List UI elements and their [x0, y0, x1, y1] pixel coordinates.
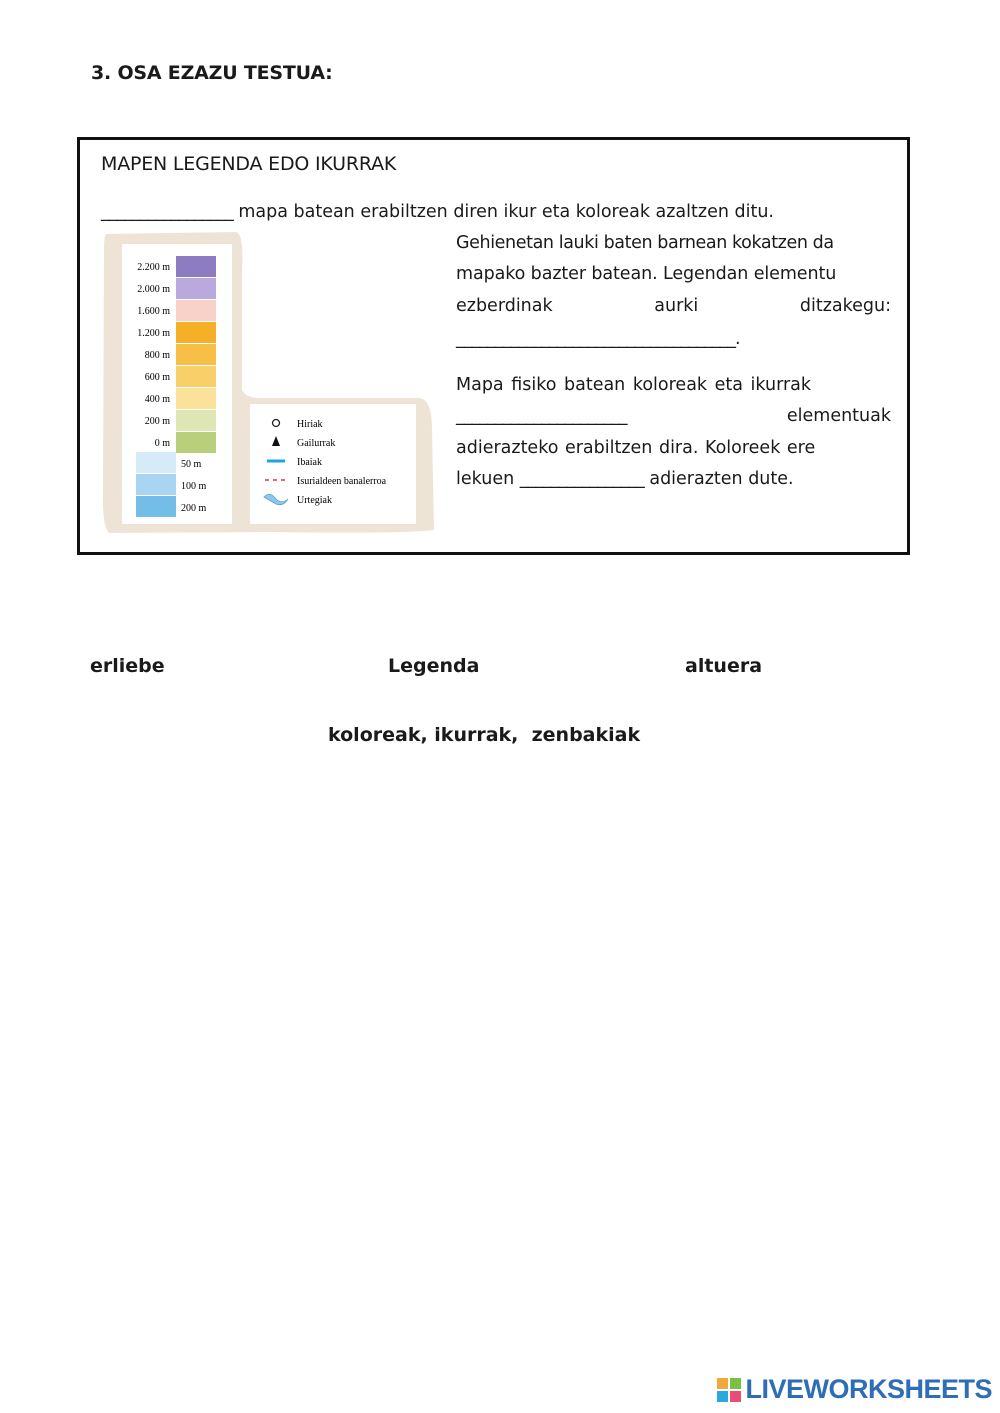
- brand-name: LIVEWORKSHEETS: [745, 1374, 992, 1404]
- symbol-label: Urtegiak: [297, 495, 332, 506]
- line-7-word: elementuak: [786, 406, 891, 426]
- depth-label: 100 m: [181, 481, 207, 492]
- elevation-label: 400 m: [144, 394, 170, 405]
- map-legend-image: [100, 230, 436, 535]
- word-erliebe: erliebe: [90, 655, 165, 677]
- word-list: koloreak, ikurrak, zenbakiak: [328, 724, 641, 746]
- elevation-label: 200 m: [144, 416, 170, 427]
- elevation-swatch: [176, 256, 216, 277]
- text-line-6: Mapa fisiko batean koloreak eta ikurrak: [456, 375, 812, 395]
- depth-swatch: [136, 496, 176, 517]
- elevation-label: 1.600 m: [137, 306, 170, 317]
- text-line-2: Gehienetan lauki baten barnean kokatzen da: [456, 233, 834, 253]
- answer-blank-4[interactable]: ________________: [519, 469, 644, 489]
- elevation-label: 2.000 m: [137, 284, 170, 295]
- line-4-word-1: ezberdinak: [456, 296, 553, 316]
- symbol-label: Hiriak: [297, 419, 323, 430]
- line-9-pre: lekuen: [456, 469, 515, 489]
- depth-label: 50 m: [181, 459, 202, 470]
- elevation-swatch: [176, 300, 216, 321]
- symbol-label: Gailurrak: [297, 438, 336, 449]
- text-line-3: mapako bazter batean. Legendan elementu: [456, 264, 837, 284]
- text-line-1: [101, 202, 891, 222]
- line-4-word-3: ditzakegu:: [799, 296, 891, 316]
- exercise-title: 3. OSA EZAZU TESTUA:: [91, 62, 333, 84]
- symbol-label: Ibaiak: [297, 457, 322, 468]
- line-1-text: mapa batean erabiltzen diren ikur eta koloreak azaltzen ditu.: [238, 202, 774, 222]
- text-line-9: [456, 469, 794, 489]
- elevation-label: 1.200 m: [137, 328, 170, 339]
- elevation-swatch: [176, 432, 216, 453]
- elevation-label: 800 m: [144, 350, 170, 361]
- elevation-label: 2.200 m: [137, 262, 170, 273]
- symbol-label: Isurialdeen banalerroa: [297, 476, 387, 487]
- logo-icon: [717, 1378, 741, 1402]
- word-legenda: Legenda: [388, 655, 480, 677]
- text-line-4: [456, 296, 891, 316]
- text-line-7: [456, 406, 891, 426]
- elevation-label: 0 m: [154, 438, 170, 449]
- elevation-swatch: [176, 410, 216, 431]
- text-line-8: adierazteko erabiltzen dira. Koloreek ere: [456, 438, 816, 458]
- elevation-swatch: [176, 388, 216, 409]
- line-9-post: adierazten dute.: [649, 469, 794, 489]
- depth-swatch: [136, 474, 176, 495]
- depth-swatch: [136, 452, 176, 473]
- elevation-swatch: [176, 344, 216, 365]
- elevation-label: 600 m: [144, 372, 170, 383]
- line-4-word-2: aurki: [654, 296, 699, 316]
- elevation-swatch: [176, 322, 216, 343]
- elevation-swatch: [176, 278, 216, 299]
- liveworksheets-logo: [717, 1374, 992, 1405]
- depth-label: 200 m: [181, 503, 207, 514]
- elevation-swatch: [176, 366, 216, 387]
- box-title: MAPEN LEGENDA EDO IKURRAK: [101, 153, 397, 175]
- answer-blank-1[interactable]: _________________: [101, 202, 233, 222]
- answer-blank-3[interactable]: ______________________: [456, 406, 627, 426]
- symbols-panel: [250, 404, 416, 524]
- answer-blank-2[interactable]: ____________________________________.: [456, 329, 740, 349]
- word-altuera: altuera: [685, 655, 763, 677]
